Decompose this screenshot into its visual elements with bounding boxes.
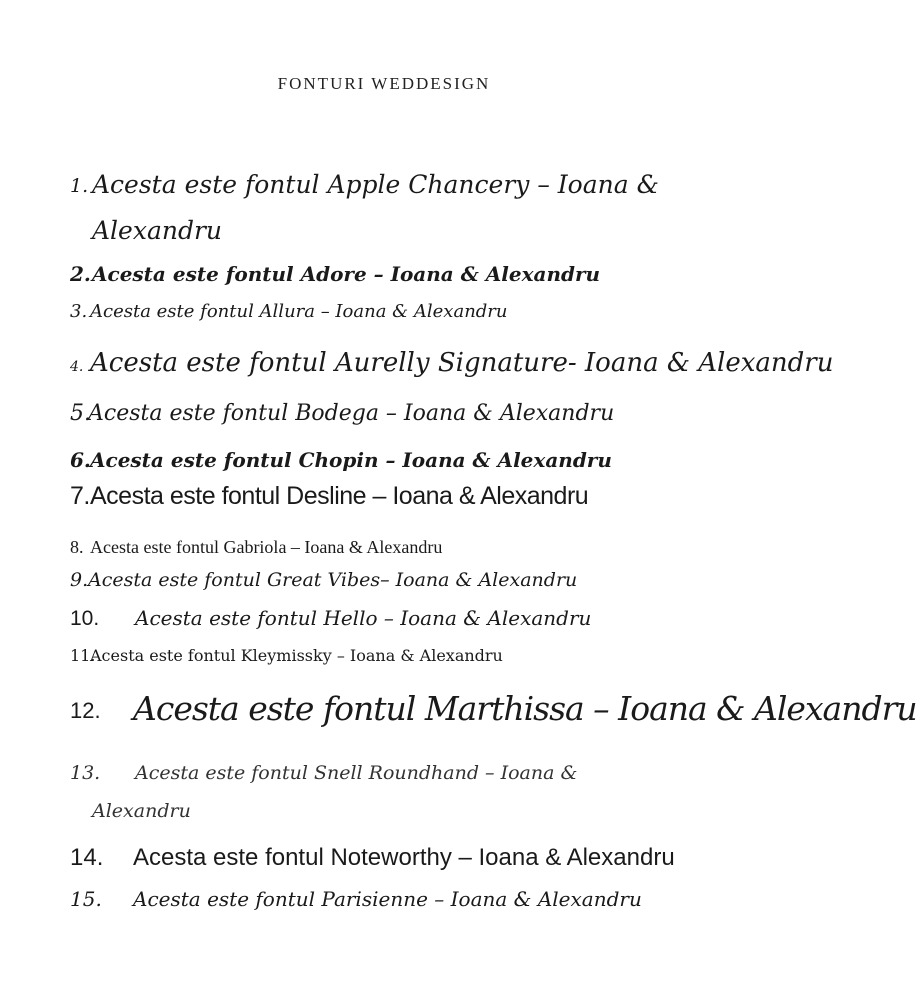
item-number: 15. [70,887,102,911]
sample-text: Acesta este fontul Kleymissky – Ioana & Alexandru [90,646,503,665]
item-number: 8. [70,537,84,557]
item-number: 1. [70,175,89,197]
item-number: 2. [70,262,91,286]
sample-text: Acesta este fontul Hello – Ioana & Alexandru [135,606,592,630]
sample-text: Acesta este fontul Noteworthy – Ioana & Alexandru [133,844,675,871]
sample-text: Acesta este fontul Chopin – Ioana & Alexandru [90,448,612,472]
item-number: 4. [70,359,84,375]
item-number: 6. [70,448,91,472]
sample-text: Acesta este fontul Aurelly Signature- Ioana & Alexandru [90,348,834,378]
item-number: 7. [70,482,90,510]
sample-text: Acesta este fontul Great Vibes– Ioana & Alexandru [88,569,578,591]
item-number: 14. [70,844,104,871]
sample-text: Acesta este fontul Adore – Ioana & Alexandru [92,262,601,286]
item-number: 12. [70,698,101,723]
sample-text: Acesta este fontul Allura – Ioana & Alexandru [90,301,508,322]
item-number: 10. [70,607,100,630]
sample-text: Acesta este fontul Snell Roundhand – Ioana & [135,762,578,784]
item-number: 11. [70,646,96,665]
sample-text: Acesta este fontul Parisienne – Ioana & Alexandru [133,887,642,911]
sample-text-continued: Alexandru [92,216,223,245]
item-number: 13. [70,762,101,784]
sample-text: Acesta este fontul Marthissa – Ioana & Alexandru [133,689,917,728]
document-title: FONTURI WEDDESIGN [277,74,491,93]
item-number: 9. [70,569,89,591]
sample-text: Acesta este fontul Apple Chancery – Ioana & [92,170,659,199]
item-number: 3. [70,301,88,322]
sample-text: Acesta este fontul Desline – Ioana & Alexandru [90,482,589,510]
sample-text-continued: Alexandru [92,800,191,822]
sample-text: Acesta este fontul Gabriola – Ioana & Alexandru [90,537,443,557]
sample-text: Acesta este fontul Bodega – Ioana & Alexandru [88,401,615,426]
item-number: 5. [70,401,91,426]
